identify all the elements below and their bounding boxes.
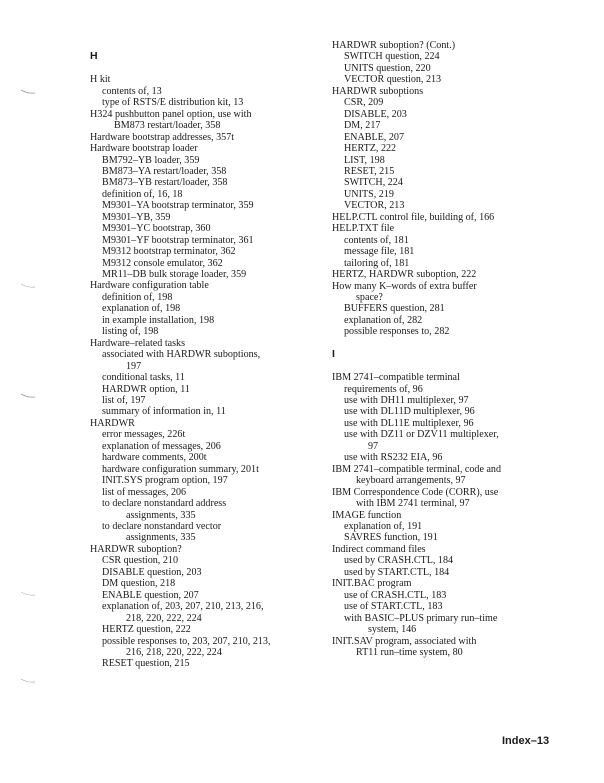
index-subentry: UNITS question, 220 — [344, 62, 431, 74]
scan-mark — [20, 590, 36, 598]
index-subentry: explanation of, 198 — [102, 303, 181, 315]
blank-line — [90, 40, 330, 51]
index-subentry: with BASIC–PLUS primary run–time — [344, 612, 498, 624]
index-subentry: SWITCH, 224 — [344, 177, 403, 189]
index-entry: Hardware–related tasks — [90, 337, 186, 349]
index-entry: How many K–words of extra buffer — [332, 280, 477, 292]
index-entry: IMAGE function — [332, 509, 402, 521]
index-subentry: DM, 217 — [344, 120, 381, 132]
index-subentry: associated with HARDWR suboptions, — [102, 349, 261, 361]
index-subentry: BM873–YA restart/loader, 358 — [102, 165, 227, 177]
blank-line — [332, 338, 594, 349]
index-subentry: UNITS, 219 — [344, 188, 394, 200]
index-subentry: DM question, 218 — [102, 578, 176, 590]
index-subentry: space? — [356, 291, 383, 303]
index-subentry: hardware comments, 200t — [102, 452, 207, 464]
index-entry: INIT.SAV program, associated with — [332, 635, 477, 647]
index-subentry: RESET, 215 — [344, 165, 395, 177]
index-subentry: 216, 218, 220, 222, 224 — [126, 646, 222, 658]
index-subentry: BM873–YB restart/loader, 358 — [102, 177, 228, 189]
index-entry: INIT.BAC program — [332, 578, 412, 590]
index-subentry: LIST, 198 — [344, 154, 385, 166]
index-subentry: MR11–DB bulk storage loader, 359 — [102, 269, 247, 281]
index-subentry: M9301–YF bootstrap terminator, 361 — [102, 234, 254, 246]
index-entry: H324 pushbutton panel option, use with — [90, 108, 252, 120]
index-subentry: system, 146 — [368, 624, 417, 636]
index-entry: IBM Correspondence Code (CORR), use — [332, 486, 499, 498]
index-subentry: use with RS232 EIA, 96 — [344, 452, 443, 464]
index-entry: IBM 2741–compatible terminal, code and — [332, 463, 502, 475]
index-entry: HARDWR suboption? (Cont.) — [332, 40, 456, 51]
index-subentry: 97 — [368, 440, 379, 452]
index-subentry: SWITCH question, 224 — [344, 51, 440, 63]
scan-mark — [20, 282, 36, 290]
index-subentry: listing of, 198 — [102, 326, 159, 338]
index-subentry: requirements of, 96 — [344, 383, 423, 395]
index-subentry: use with DL11E multiplexer, 96 — [344, 417, 474, 429]
index-subentry: definition of, 16, 18 — [102, 188, 183, 200]
index-entry: Hardware bootstrap addresses, 357t — [90, 131, 235, 143]
index-subentry: error messages, 226t — [102, 429, 186, 441]
index-subentry: M9301–YC bootstrap, 360 — [102, 223, 211, 235]
index-entry: Hardware bootstrap loader — [90, 143, 198, 155]
index-subentry: M9312 console emulator, 362 — [102, 257, 223, 269]
index-subentry: M9301–YA bootstrap terminator, 359 — [102, 200, 254, 212]
scan-mark — [20, 677, 36, 685]
index-entry: HELP.TXT file — [332, 223, 395, 235]
index-subentry: DISABLE, 203 — [344, 108, 407, 120]
index-subentry: message file, 181 — [344, 246, 415, 258]
index-subentry: contents of, 13 — [102, 85, 162, 97]
index-entry: H kit — [90, 74, 111, 86]
index-entry: HARDWR suboption? — [90, 543, 182, 555]
index-subentry: contents of, 181 — [344, 234, 409, 246]
index-subentry: use with DL11D multiplexer, 96 — [344, 406, 475, 418]
index-subentry: with IBM 2741 terminal, 97 — [356, 498, 470, 510]
index-column-left — [90, 40, 330, 670]
index-subentry: explanation of, 191 — [344, 521, 423, 532]
index-subentry: BUFFERS question, 281 — [344, 303, 445, 315]
index-subentry: HERTZ question, 222 — [102, 624, 191, 636]
index-subentry: assignments, 335 — [126, 532, 196, 544]
index-subentry: BM873 restart/loader, 358 — [114, 120, 221, 132]
index-subentry: summary of information in, 11 — [102, 406, 226, 418]
index-subentry: tailoring of, 181 — [344, 257, 410, 269]
index-subentry: list of, 197 — [102, 395, 146, 407]
index-subentry: use with DZ11 or DZV11 multiplexer, — [344, 429, 499, 441]
scan-mark — [20, 88, 36, 96]
index-subentry: RT11 run–time system, 80 — [356, 646, 463, 658]
index-subentry: explanation of, 282 — [344, 314, 423, 326]
index-subentry: to declare nonstandard address — [102, 498, 227, 510]
index-subentry: assignments, 335 — [126, 509, 196, 521]
index-entry: Indirect command files — [332, 543, 426, 555]
index-entry: HERTZ, HARDWR suboption, 222 — [332, 269, 477, 281]
index-entry: HELP.CTL control file, building of, 166 — [332, 211, 495, 223]
index-subentry: CSR question, 210 — [102, 555, 178, 567]
index-subentry: keyboard arrangements, 97 — [356, 475, 466, 487]
scan-mark — [20, 392, 36, 400]
index-subentry: list of messages, 206 — [102, 486, 187, 498]
index-subentry: definition of, 198 — [102, 291, 173, 303]
index-subentry: conditional tasks, 11 — [102, 372, 185, 384]
index-subentry: use with DH11 multiplexer, 97 — [344, 395, 469, 407]
index-subentry: RESET question, 215 — [102, 658, 190, 670]
index-subentry: INIT.SYS program option, 197 — [102, 475, 228, 487]
section-letter: I — [332, 348, 335, 361]
index-subentry: HARDWR option, 11 — [102, 383, 190, 395]
blank-line — [332, 361, 594, 372]
index-entry: HARDWR — [90, 417, 135, 429]
index-subentry: VECTOR, 213 — [344, 200, 405, 212]
index-subentry: in example installation, 198 — [102, 314, 215, 326]
index-subentry: possible responses to, 203, 207, 210, 213, — [102, 635, 271, 647]
index-entry: IBM 2741–compatible terminal — [332, 372, 460, 384]
index-subentry: DISABLE question, 203 — [102, 566, 202, 578]
index-subentry: explanation of, 203, 207, 210, 213, 216, — [102, 601, 264, 613]
index-subentry: type of RSTS/E distribution kit, 13 — [102, 97, 244, 109]
index-subentry: explanation of messages, 206 — [102, 440, 221, 452]
index-subentry: 218, 220, 222, 224 — [126, 612, 202, 624]
index-subentry: HERTZ, 222 — [344, 143, 397, 155]
page-number: Index–13 — [502, 735, 550, 747]
index-subentry: possible responses to, 282 — [344, 326, 450, 338]
blank-line — [90, 63, 330, 74]
index-entry: Hardware configuration table — [90, 280, 209, 292]
index-subentry: BM792–YB loader, 359 — [102, 154, 200, 166]
index-entry: HARDWR suboptions — [332, 85, 424, 97]
section-letter: H — [90, 50, 98, 63]
index-column-right — [332, 40, 594, 658]
index-subentry: use of CRASH.CTL, 183 — [344, 589, 447, 601]
index-subentry: VECTOR question, 213 — [344, 74, 442, 86]
index-subentry: 197 — [126, 360, 142, 372]
index-subentry: M9301–YB, 359 — [102, 211, 171, 223]
index-subentry: ENABLE, 207 — [344, 131, 404, 143]
index-subentry: ENABLE question, 207 — [102, 589, 199, 601]
index-subentry: M9312 bootstrap terminator, 362 — [102, 246, 236, 258]
index-subentry: CSR, 209 — [344, 97, 384, 109]
index-subentry: used by START.CTL, 184 — [344, 566, 450, 578]
index-subentry: to declare nonstandard vector — [102, 521, 222, 532]
index-subentry: SAVRES function, 191 — [344, 532, 438, 544]
index-subentry: use of START.CTL, 183 — [344, 601, 443, 613]
index-subentry: used by CRASH.CTL, 184 — [344, 555, 454, 567]
index-subentry: hardware configuration summary, 201t — [102, 463, 259, 475]
